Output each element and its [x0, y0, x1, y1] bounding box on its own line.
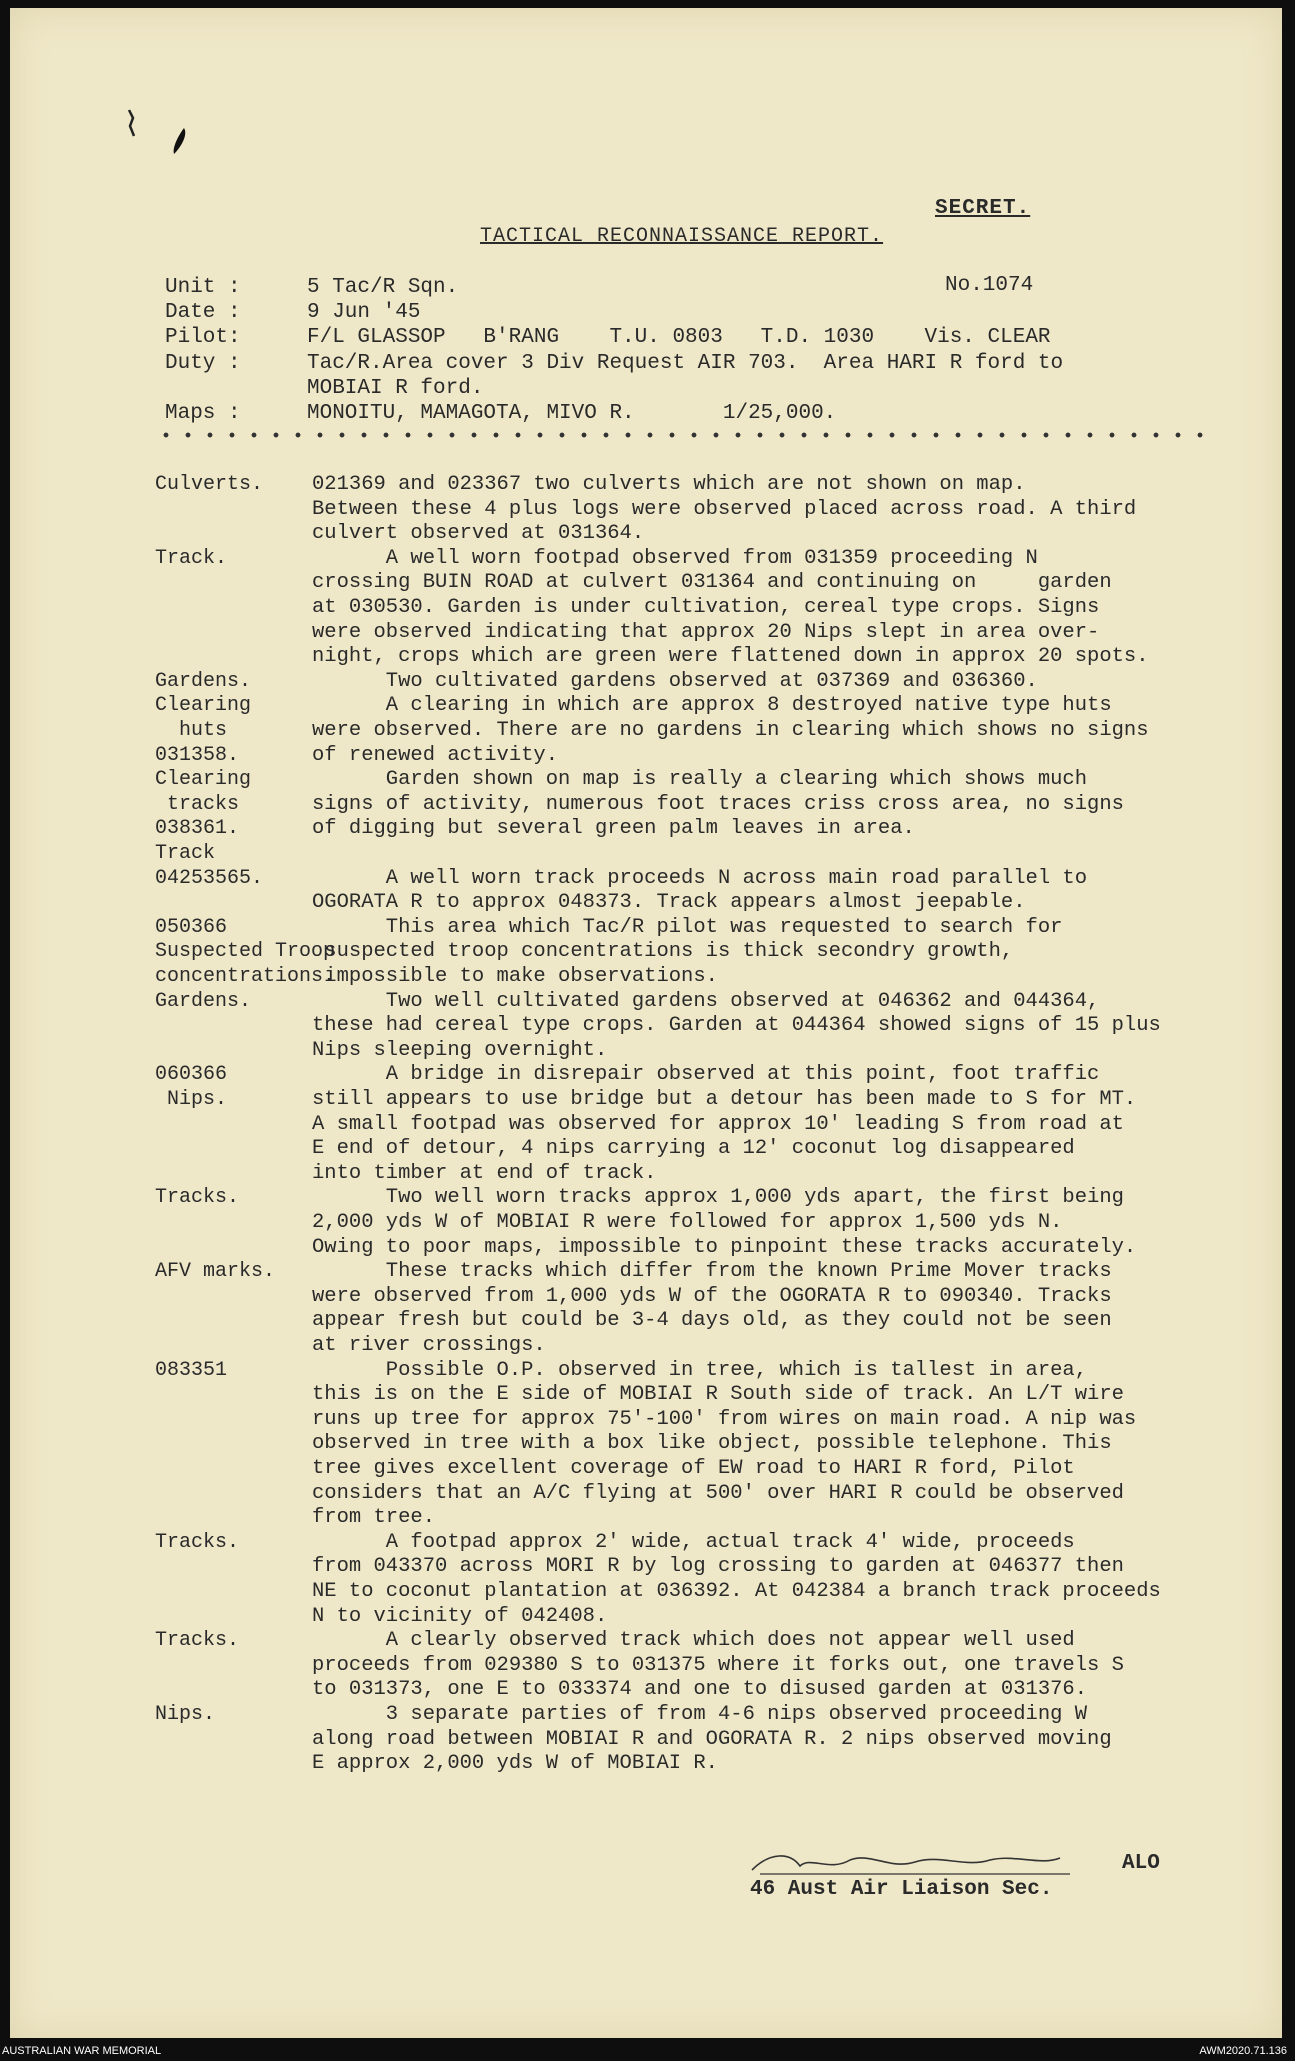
- entry-text-line: This area which Tac/R pilot was requested to search for: [312, 915, 1063, 939]
- entry-text-line: Two well cultivated gardens observed at 046362 and 044364,: [312, 989, 1100, 1013]
- entry-text-line: into timber at end of track.: [312, 1161, 657, 1185]
- entry-text-line: A footpad approx 2' wide, actual track 4' wide, proceeds: [312, 1530, 1075, 1554]
- header-field-label: Pilot:: [165, 326, 241, 349]
- footer-right: AWM2020.71.136: [1199, 2045, 1287, 2057]
- entry-margin-label: Track: [155, 842, 216, 865]
- entry-text-line: at river crossings.: [312, 1334, 546, 1357]
- entry-text-line: 021369 and 023367 two culverts which are not shown on map.: [312, 473, 1026, 496]
- entry-text-line: crossing BUIN ROAD at culvert 031364 and continuing on garden: [312, 571, 1112, 595]
- dotted-separator: [155, 431, 1215, 439]
- entry-margin-label: concentrations.: [155, 965, 336, 988]
- entry-margin-label: Culverts.: [155, 473, 264, 496]
- entry-margin-label: 04253565.: [155, 866, 264, 890]
- signatory-section: 46 Aust Air Liaison Sec.: [750, 1878, 1053, 1901]
- entry-text-line: this is on the E side of MOBIAI R South side of track. An L/T wire: [312, 1383, 1124, 1407]
- entry-margin-label: Track.: [155, 546, 228, 570]
- entry-text-line: N to vicinity of 042408.: [312, 1604, 608, 1628]
- entry-text-line: 3 separate parties of from 4-6 nips observed proceeding W: [312, 1703, 1088, 1726]
- entry-text-line: Garden shown on map is really a clearing which shows much: [312, 768, 1088, 792]
- header-field-value: Tac/R.Area cover 3 Div Request AIR 703. Area HARI R ford to: [307, 352, 1064, 375]
- pencil-mark: [125, 108, 137, 138]
- header-field-value: 5 Tac/R Sqn.: [307, 276, 459, 299]
- entry-margin-label: 060366: [155, 1063, 228, 1087]
- footer-left: AUSTRALIAN WAR MEMORIAL: [2, 2045, 162, 2057]
- report-title: TACTICAL RECONNAISSANCE REPORT.: [480, 225, 884, 248]
- entry-margin-label: 083351: [155, 1358, 228, 1382]
- entry-text-line: observed in tree with a box like object, possible telephone. This: [312, 1432, 1112, 1456]
- header-field-label: Maps :: [165, 402, 241, 425]
- entry-margin-label: huts: [155, 719, 228, 742]
- entry-text-line: A clearly observed track which does not appear well used: [312, 1629, 1075, 1653]
- entry-text-line: appear fresh but could be 3-4 days old, as they could not be seen: [312, 1309, 1112, 1333]
- signature: [740, 1848, 1120, 1878]
- entry-text-line: E approx 2,000 yds W of MOBIAI R.: [312, 1752, 718, 1776]
- entry-text-line: proceeds from 029380 S to 031375 where it forks out, one travels S: [312, 1653, 1124, 1677]
- entry-text-line: runs up tree for approx 75'-100' from wires on main road. A nip was: [312, 1407, 1137, 1431]
- ink-mark: [170, 126, 190, 156]
- document-page: [10, 8, 1282, 2038]
- entry-text-line: these had cereal type crops. Garden at 044364 showed signs of 15 plus: [312, 1014, 1161, 1038]
- entry-margin-label: AFV marks.: [155, 1260, 276, 1284]
- entry-text-line: night, crops which are green were flattened down in approx 20 spots.: [312, 645, 1149, 669]
- header-field-label: Unit :: [165, 276, 241, 299]
- entry-text-line: suspected troop concentrations is thick secondry growth,: [312, 940, 1014, 964]
- header-field-value: F/L GLASSOP B'RANG T.U. 0803 T.D. 1030 Vis. CLEAR: [307, 326, 1051, 349]
- entry-text-line: A well worn track proceeds N across main road parallel to: [312, 866, 1088, 890]
- entry-text-line: culvert observed at 031364.: [312, 522, 645, 546]
- entry-margin-label: Clearing: [155, 768, 252, 792]
- entry-text-line: at 030530. Garden is under cultivation, cereal type crops. Signs: [312, 596, 1100, 619]
- classification-marking: SECRET.: [935, 197, 1031, 220]
- entry-text-line: 2,000 yds W of MOBIAI R were followed for approx 1,500 yds N.: [312, 1211, 1063, 1234]
- entry-text-line: were observed. There are no gardens in clearing which shows no signs: [312, 719, 1149, 742]
- entry-text-line: E end of detour, 4 nips carrying a 12' coconut log disappeared: [312, 1137, 1075, 1161]
- entry-margin-label: Clearing: [155, 694, 252, 718]
- entry-margin-label: Tracks.: [155, 1186, 240, 1210]
- entry-text-line: Nips sleeping overnight.: [312, 1038, 608, 1062]
- header-field-value: MOBIAI R ford.: [307, 377, 484, 400]
- entry-margin-label: 050366: [155, 915, 228, 939]
- entry-text-line: of digging but several green palm leaves in area.: [312, 817, 915, 841]
- entry-text-line: Possible O.P. observed in tree, which is tallest in area,: [312, 1358, 1088, 1382]
- entry-text-line: to 031373, one E to 033374 and one to disused garden at 031376.: [312, 1678, 1088, 1702]
- entry-margin-label: Gardens.: [155, 669, 252, 693]
- entry-text-line: from tree.: [312, 1506, 436, 1530]
- entry-margin-label: 031358.: [155, 743, 240, 767]
- entry-text-line: A well worn footpad observed from 031359 proceeding N: [312, 546, 1038, 570]
- entry-text-line: along road between MOBIAI R and OGORATA R. 2 nips observed moving: [312, 1727, 1112, 1751]
- entry-text-line: were observed from 1,000 yds W of the OGORATA R to 090340. Tracks: [312, 1284, 1112, 1308]
- entry-text-line: of renewed activity.: [312, 743, 559, 767]
- report-number: No.1074: [945, 274, 1034, 297]
- entry-text-line: OGORATA R to approx 048373. Track appears almost jeepable.: [312, 891, 1026, 915]
- entry-text-line: Two well worn tracks approx 1,000 yds apart, the first being: [312, 1186, 1124, 1210]
- entry-margin-label: Nips.: [155, 1703, 216, 1726]
- signatory-rank: ALO: [1122, 1852, 1160, 1875]
- entry-text-line: A bridge in disrepair observed at this point, foot traffic: [312, 1063, 1100, 1087]
- entry-text-line: signs of activity, numerous foot traces criss cross area, no signs: [312, 792, 1124, 816]
- entry-margin-label: Tracks.: [155, 1530, 240, 1554]
- header-field-label: Duty :: [165, 352, 241, 375]
- entry-text-line: These tracks which differ from the known Prime Mover tracks: [312, 1260, 1112, 1284]
- entry-text-line: considers that an A/C flying at 500' over HARI R could be observed: [312, 1481, 1124, 1505]
- entry-text-line: were observed indicating that approx 20 Nips slept in area over-: [312, 620, 1100, 644]
- entry-margin-label: tracks: [155, 792, 240, 816]
- entry-text-line: A small footpad was observed for approx 10' leading S from road at: [312, 1112, 1124, 1136]
- entry-margin-label: 038361.: [155, 817, 240, 841]
- header-field-value: MONOITU, MAMAGOTA, MIVO R. 1/25,000.: [307, 402, 837, 425]
- entry-text-line: NE to coconut plantation at 036392. At 042384 a branch track proceeds: [312, 1580, 1161, 1603]
- entry-margin-label: Tracks.: [155, 1629, 240, 1653]
- entry-text-line: from 043370 across MORI R by log crossing to garden at 046377 then: [312, 1555, 1124, 1579]
- entry-text-line: impossible to make observations.: [312, 965, 718, 988]
- entry-text-line: still appears to use bridge but a detour has been made to S for MT.: [312, 1088, 1137, 1111]
- entry-text-line: tree gives excellent coverage of EW road to HARI R ford, Pilot: [312, 1457, 1075, 1480]
- entry-text-line: Between these 4 plus logs were observed placed across road. A third: [312, 497, 1137, 521]
- entry-text-line: Two cultivated gardens observed at 037369 and 036360.: [312, 669, 1038, 693]
- entry-text-line: Owing to poor maps, impossible to pinpoint these tracks accurately.: [312, 1235, 1137, 1259]
- header-field-value: 9 Jun '45: [307, 301, 421, 324]
- entry-text-line: A clearing in which are approx 8 destroyed native type huts: [312, 694, 1112, 718]
- entry-margin-label: Gardens.: [155, 989, 252, 1013]
- entry-margin-label: Suspected Troop: [155, 940, 336, 964]
- header-field-label: Date :: [165, 301, 241, 324]
- entry-margin-label: Nips.: [155, 1088, 228, 1111]
